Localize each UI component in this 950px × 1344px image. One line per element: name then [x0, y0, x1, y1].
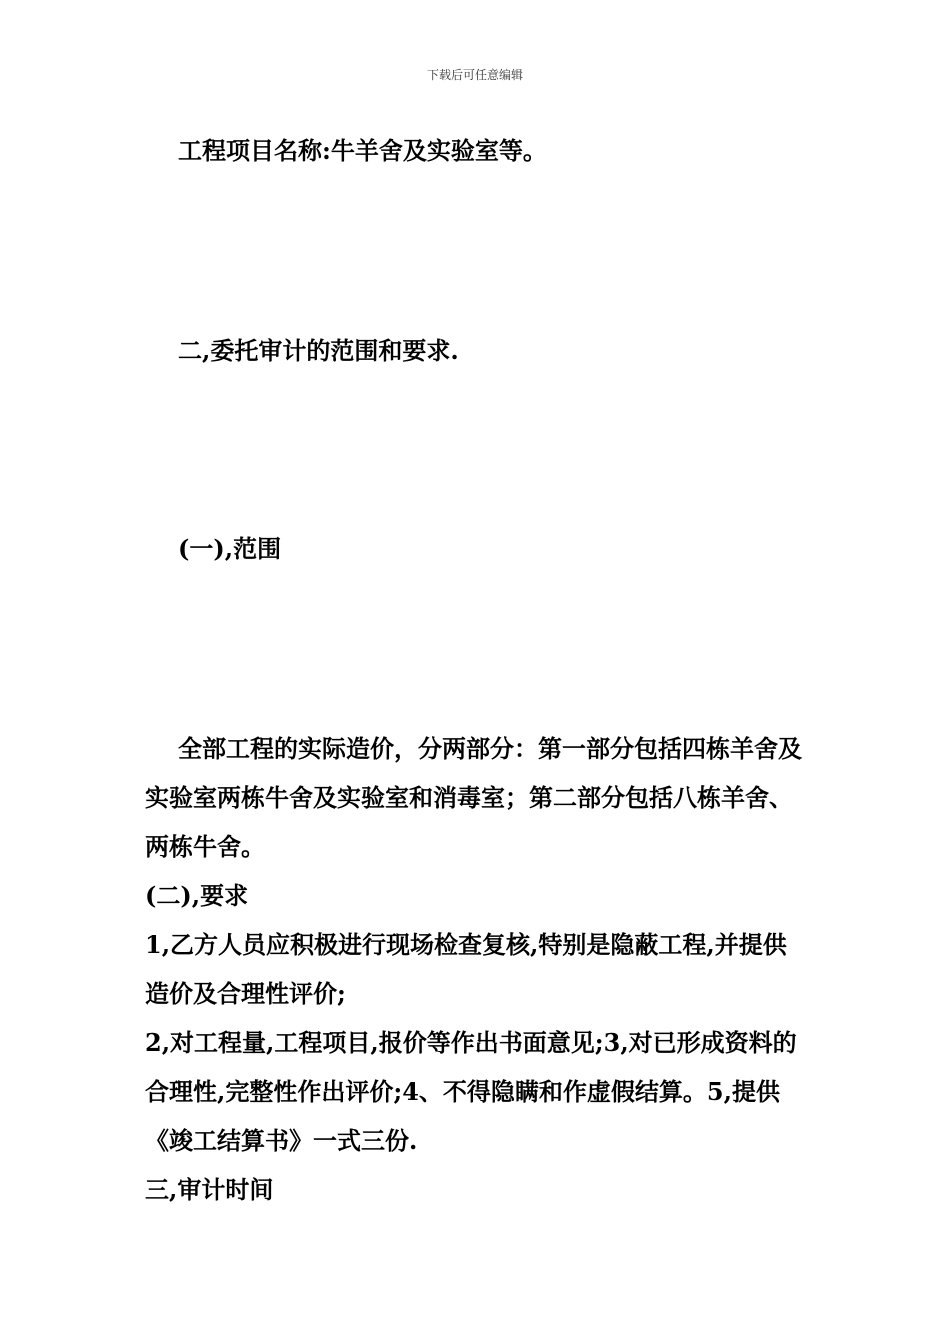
page-header-note: 下载后可任意编辑	[426, 68, 523, 82]
project-name-line: 工程项目名称:牛羊舍及实验室等。	[178, 136, 547, 165]
requirements-block	[145, 871, 810, 1214]
requirements-heading: (二),要求	[145, 881, 249, 910]
scope-heading: (一),范围	[178, 534, 282, 563]
requirement-items-2-5: 2,对工程量,工程项目,报价等作出书面意见;3,对已形成资料的合理性,完整性作出评价;4、不得隐瞒和作虚假结算。5,提供《竣工结算书》一式三份.	[145, 1028, 797, 1155]
section-three-heading: 三,审计时间	[145, 1175, 274, 1204]
scope-paragraph: 全部工程的实际造价，分两部分：第一部分包括四栋羊舍及实验室两栋牛舍及实验室和消毒室；第二部分包括八栋羊舍、两栋牛舍。	[145, 734, 802, 861]
section-two-heading: 二,委托审计的范围和要求.	[178, 336, 459, 365]
requirement-item-1: 1,乙方人员应积极进行现场检查复核,特别是隐蔽工程,并提供造价及合理性评价;	[145, 930, 787, 1008]
